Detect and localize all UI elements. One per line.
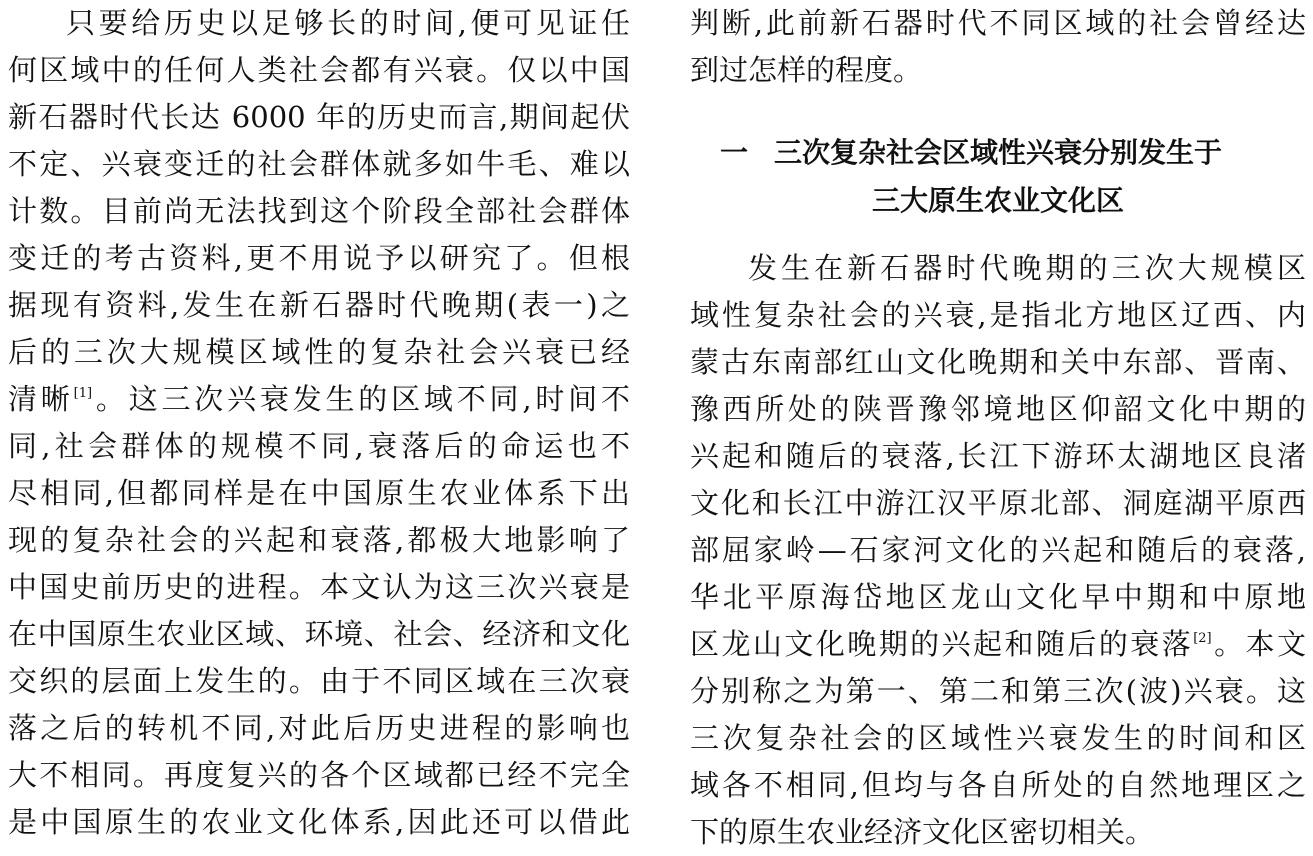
text-line: 分别称之为第一、第二和第三次(波)兴衰。这 <box>690 674 1306 708</box>
text-line: 只要给历史以足够长的时间,便可见证任 <box>66 6 630 40</box>
text-line: 域性复杂社会的兴衰,是指北方地区辽西、内 <box>690 298 1306 332</box>
text-line: 文化和长江中游江汉平原北部、洞庭湖平原西 <box>690 486 1306 520</box>
text-line: 部屈家岭—石家河文化的兴起和随后的衰落, <box>690 533 1306 567</box>
text-line: 大不相同。再度复兴的各个区域都已经不完全 <box>8 758 630 792</box>
text-line: 据现有资料,发生在新石器时代晚期(表一)之 <box>8 288 630 322</box>
section-heading <box>690 129 1306 176</box>
text-line: 发生在新石器时代晚期的三次大规模区 <box>748 251 1306 285</box>
text-line: 交织的层面上发生的。由于不同区域在三次衰 <box>8 664 630 698</box>
section-heading-continued <box>690 177 1306 224</box>
text-line: 判断,此前新石器时代不同区域的社会曾经达 <box>690 6 1306 40</box>
text-line: 何区域中的任何人类社会都有兴衰。仅以中国 <box>8 53 630 87</box>
text-segment: 。这三次兴衰发生的区域不同,时间不 <box>92 382 630 416</box>
text-line: 同,社会群体的规模不同,衰落后的命运也不 <box>8 429 630 463</box>
text-line: 中国史前历史的进程。本文认为这三次兴衰是 <box>8 570 630 604</box>
text-line: 豫西所处的陕晋豫邻境地区仰韶文化中期的 <box>690 392 1306 426</box>
text-line: 新石器时代长达 6000 年的历史而言,期间起伏 <box>8 100 630 134</box>
text-line: 是中国原生的农业文化体系,因此还可以借此 <box>8 805 630 839</box>
text-line: 后的三次大规模区域性的复杂社会兴衰已经 <box>8 335 630 369</box>
text-segment: 清晰 <box>8 382 74 416</box>
text-line: 下的原生农业经济文化区密切相关。 <box>690 815 1155 849</box>
text-line-with-footnote <box>8 376 630 423</box>
text-line: 变迁的考古资料,更不用说予以研究了。但根 <box>8 241 630 275</box>
text-segment: 区龙山文化晚期的兴起和随后的衰落 <box>690 627 1194 661</box>
text-line: 三次复杂社会的区域性兴衰发生的时间和区 <box>690 721 1306 755</box>
text-line: 计数。目前尚无法找到这个阶段全部社会群体 <box>8 194 630 228</box>
section-title-line-1: 三次复杂社会区域性兴衰分别发生于 <box>774 136 1223 169</box>
left-column <box>8 0 630 846</box>
text-line: 不定、兴衰变迁的社会群体就多如牛毛、难以 <box>8 147 630 181</box>
text-line: 华北平原海岱地区龙山文化早中期和中原地 <box>690 580 1306 614</box>
section-number: 一 <box>720 136 749 169</box>
text-line: 蒙古东南部红山文化晚期和关中东部、晋南、 <box>690 345 1306 379</box>
text-line: 落之后的转机不同,对此后历史进程的影响也 <box>8 711 630 745</box>
text-line: 现的复杂社会的兴起和衰落,都极大地影响了 <box>8 523 630 557</box>
text-segment: 。本文 <box>1211 627 1306 661</box>
text-line-with-footnote <box>690 621 1306 668</box>
footnote-ref[interactable]: [1] <box>73 386 93 401</box>
text-line: 兴起和随后的衰落,长江下游环太湖地区良渚 <box>690 439 1306 473</box>
section-title-line-2: 三大原生农业文化区 <box>871 184 1124 217</box>
text-line: 域各不相同,但均与各自所处的自然地理区之 <box>690 768 1306 802</box>
section-paragraph <box>690 245 1306 856</box>
text-line: 到过怎样的程度。 <box>690 53 923 87</box>
text-line: 在中国原生农业区域、环境、社会、经济和文化 <box>8 617 630 651</box>
footnote-ref[interactable]: [2] <box>1193 631 1212 646</box>
text-line: 尽相同,但都同样是在中国原生农业体系下出 <box>8 476 630 510</box>
right-column-top <box>690 0 1306 94</box>
